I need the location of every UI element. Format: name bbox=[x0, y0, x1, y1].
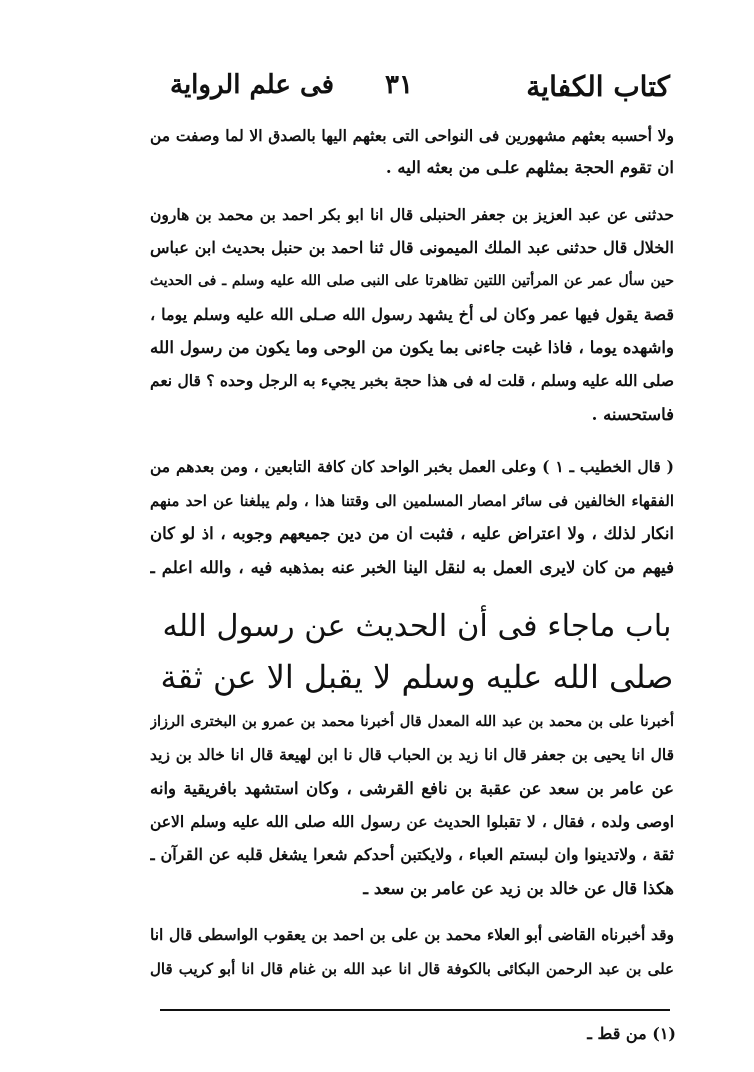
text-line: الفقهاء الخالفين فى سائر امصار المسلمين الى وقتنا هذا ، ولم يبلغنا عن احد منهم bbox=[150, 492, 674, 510]
page-number: ٣١ bbox=[385, 70, 413, 100]
text-line: ولا أحسبه بعثهم مشهورين فى النواحى التى بعثهم اليها بالصدق الا لما وصفت من bbox=[150, 126, 674, 145]
text-line: قصة يقول فيها عمر وكان لى أخ يشهد رسول الله صـلى الله عليه وسلم يوما ، bbox=[150, 305, 674, 324]
text-line: انكار لذلك ، ولا اعتراض عليه ، فثبت ان من دين جميعهم وجوبه ، اذ لو كان bbox=[150, 524, 674, 543]
text-line: هكذا قال عن خالد بن زيد عن عامر بن سعد ـ bbox=[363, 879, 674, 898]
text-line: واشهده يوما ، فاذا غبت جاءنى بما يكون من الوحى وما يكون من رسول الله bbox=[150, 338, 674, 357]
text-line: حدثنى عن عبد العزيز بن جعفر الحنبلى قال انا ابو بكر احمد بن محمد بن هارون bbox=[150, 205, 674, 224]
text-line: وقد أخبرناه القاضى أبو العلاء محمد بن على بن احمد بن يعقوب الواسطى قال انا bbox=[150, 925, 674, 944]
chapter-heading-line: باب ماجاء فى أن الحديث عن رسول الله bbox=[162, 609, 672, 644]
text-line: ( قال الخطيب ـ ١ ) وعلى العمل بخبر الواحد كان كافة التابعين ، ومن بعدهم من bbox=[150, 457, 674, 476]
text-line: ان تقوم الحجة بمثلهم علـى من بعثه اليه . bbox=[385, 158, 674, 177]
running-header bbox=[170, 70, 670, 110]
book-title: كتاب الكفاية bbox=[526, 70, 670, 103]
footnote-rule bbox=[160, 1009, 670, 1011]
chapter-heading-line: صلى الله عليه وسلم لا يقبل الا عن ثقة bbox=[160, 658, 674, 696]
text-line: ثقة ، ولاتدينوا وان لبستم العباء ، ولايكتبن أحدكم شعرا يشغل قلبه عن القرآن ـ bbox=[150, 845, 674, 864]
footnote: (١) من قط ـ bbox=[587, 1024, 676, 1043]
text-line: الخلال قال حدثنى عبد الملك الميمونى قال ثنا احمد بن حنبل بحديث ابن عباس bbox=[150, 238, 674, 257]
text-line: حين سأل عمر عن المرأتين اللتين تظاهرتا على النبى صلى الله عليه وسلم ـ فى الحديث bbox=[150, 273, 674, 289]
text-line: أخبرنا على بن محمد بن عبد الله المعدل قال أخبرنا محمد بن عمرو بن البخترى الرزاز bbox=[150, 713, 674, 730]
text-line: صلى الله عليه وسلم ، قلت له فى هذا حجة بخبر يجيء به الرجل وحده ؟ قال نعم bbox=[150, 371, 674, 390]
text-line: فاستحسنه . bbox=[591, 405, 674, 424]
text-line: على بن عبد الرحمن البكائى بالكوفة قال انا عبد الله بن غنام قال انا أبو كريب قال bbox=[150, 960, 674, 978]
text-line: فيهم من كان لايرى العمل به لنقل الينا الخبر عنه بمذهبه فيه ، والله اعلم ـ bbox=[150, 558, 674, 577]
text-line: قال انا يحيى بن جعفر قال انا زيد بن الحباب قال نا ابن لهيعة قال انا خالد بن زيد bbox=[150, 745, 674, 764]
book-subtitle: فى علم الرواية bbox=[170, 70, 335, 100]
text-line: عن عامر بن سعد عن عقبة بن نافع القرشى ، وكان استشهد بافريقية وانه bbox=[150, 779, 674, 798]
text-line: اوصى ولده ، فقال ، لا تقبلوا الحديث عن رسول الله صلى الله عليه وسلم الاعن bbox=[150, 812, 674, 831]
